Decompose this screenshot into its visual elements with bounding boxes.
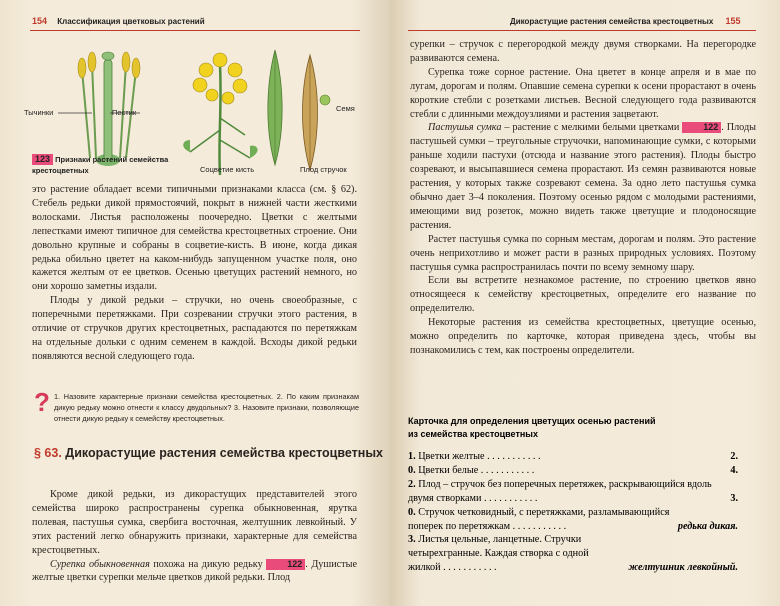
paragraph: Сурепка тоже сорное растение. Она цветет в конце апреля и в мае по лугам, дорогам и полям. Опавшие семена сурепки к осени прорастают в очень короткие стебли с розетками листьев. Весной следующего года развиваются стебли с длинными междоузлиями и растения зацветают. (410, 66, 756, 120)
figure-caption-text: Признаки растений семейства крестоцветных (32, 155, 169, 175)
label-seed: Семя (336, 104, 355, 113)
raceme-illustration (183, 53, 257, 175)
paragraph: сурепки – стручок с перегородкой между двумя створками. На перегородке развиваются семена. (410, 39, 756, 64)
paragraph-part: – растение с мелкими белыми цветками (501, 122, 683, 134)
right-page-number: 155 (725, 16, 741, 26)
key-row-text (408, 478, 724, 506)
left-body-text (32, 183, 357, 364)
key-row-number: 1. (408, 451, 419, 462)
key-row (408, 506, 738, 534)
key-row-reference: желтушник левкойный. (628, 562, 738, 574)
key-row (408, 533, 738, 575)
label-raceme: Соцветие кисть (200, 165, 255, 174)
left-body-text-2 (32, 488, 357, 585)
question-mark-icon: ? (34, 387, 50, 417)
key-row-reference: 4. (730, 464, 738, 476)
review-questions: 1. Назовите характерные признаки семейства крестоцветных. 2. По каким признакам дикую редьку можно отнести к классу двудольных? 3. Назовите признаки, позволяющие отнести дикую редьку к семейству крестоцветных. (54, 392, 359, 423)
paragraph-part: . Плоды пастушьей сумки – треугольные стручочки, напоминающие сумки, с которыми раньше ходили пастухи (отсюда и название этого растения). Плоды быстро созревают, и высыпавшиеся семена прорастают. Из семян развиваются новые растения, у которых также созревают семена. За одно лето пастушья сумка обычно дает 3–4 поколения. Поэтому осенью рядом с молодыми растениями, имеющими вид розеток, можно видеть также цветущие и плодоносящие растения. (410, 122, 756, 231)
key-row-text (408, 533, 622, 575)
key-row-description: Цветки белые . . . . . . . . . . . (418, 464, 535, 476)
section-heading (34, 446, 383, 461)
paragraph: Некоторые растения из семейства крестоцветных, цветущие осенью, можно определить по карточке, которая приведена здесь, чтобы вы познакомились с тем, как построены определители. (410, 317, 756, 356)
section-title: Дикорастущие растения семейства крестоцветных (65, 446, 383, 460)
label-pistil: Пестик (112, 108, 137, 117)
card-title-line: из семейства крестоцветных (408, 429, 538, 439)
figure-number: 123 (32, 154, 53, 165)
right-running-head (510, 16, 741, 26)
paragraph: Если вы встретите незнакомое растение, по строению цветков явно относящееся к семейству крестоцветных, определите его название по определителю. (410, 275, 756, 315)
figure-ref: 122 (682, 122, 721, 133)
key-row-description: Плод – стручок без поперечных перетяжек, раскрывающийся вдоль двумя створками . . . . . . . . . . . (408, 478, 712, 504)
paragraph-part: . Душистые желтые цветки сурепки мельче цветков дикой редьки. Плод (32, 558, 357, 584)
card-title-line: Карточка для определения цветущих осенью растений (408, 416, 656, 426)
paragraph-part: похожа на дикую редьку (149, 558, 267, 570)
label-stamens: Тычинки (24, 108, 54, 117)
key-row-number: 0. (408, 464, 419, 476)
key-row-number: 2. (408, 478, 419, 490)
card-title (408, 415, 656, 441)
key-row-description: Стручок четковидный, с перетяжками, разламывающийся поперек по перетяжкам . . . . . . . . . . . (408, 506, 670, 532)
header-rule (408, 30, 756, 31)
header-rule (30, 30, 360, 31)
figure-ref: 122 (266, 559, 305, 570)
key-row-reference: 3. (730, 492, 738, 504)
left-page-number: 154 (32, 16, 48, 26)
key-row-reference: редька дикая. (677, 520, 738, 532)
key-row (408, 450, 738, 464)
label-pod: Плод стручок (300, 165, 347, 174)
paragraph (32, 558, 357, 586)
paragraph (410, 121, 756, 232)
key-row-description: Листья цельные, ланцетные. Стручки четырехгранные. Каждая створка с одной жилкой . . . . . . . . . . . (408, 534, 589, 574)
paragraph: Плоды у дикой редьки – стручки, но очень своеобразные, с поперечными перетяжками. При созревании стручки этого растения, в отличие от стручков других крестоцветных, распадаются по перетяжкам на отдельные дольки с одним семенем в каждой. Всходы дикой редьки появляются весной следующего года. (32, 295, 357, 362)
identification-key (408, 450, 738, 575)
plant-name: Пастушья сумка (428, 122, 502, 134)
left-running-title: Классификация цветковых растений (57, 17, 205, 26)
section-number: § 63. (34, 446, 62, 460)
left-running-head (32, 16, 205, 26)
right-running-title: Дикорастущие растения семейства крестоцветных (510, 17, 714, 26)
plant-name: Сурепка обыкновенная (50, 558, 150, 570)
paragraph: это растение обладает всеми типичными признаками класса (см. § 62). Стебель редьки дикой прямостоячий, покрыт в нижней части жесткими волосками. Листья расположены поочередно. Цветки с желтыми лепестками имеют типичное для семейства крестоцветных строение. Они довольно крупные и собраны в соцветие-кисть. В июне, когда дикая редька обильно цветет на каком-нибудь запущенном участке поля, оно кажется желтым от ее цветков. Осенью цветущих растений немного, но они хорошо заметны издали. (32, 184, 357, 293)
key-row-description: Цветки желтые . . . . . . . . . . . (418, 451, 541, 462)
key-row-text (408, 464, 724, 478)
key-row-reference: 2. (730, 451, 738, 462)
paragraph: Кроме дикой редьки, из дикорастущих представителей этого семейства широко распространены сурепка обыкновенная, ярутка полевая, пастушья сумка, свербига восточная, желтушник левкойный. У этих растений легко обнаружить признаки, характерные для семейства крестоцветных. (32, 489, 357, 556)
figure-caption (32, 154, 182, 176)
pod-illustration (268, 50, 330, 170)
key-row-text (408, 450, 724, 464)
key-row-text (408, 506, 672, 534)
right-body-text (410, 38, 756, 358)
key-row-number: 3. (408, 534, 419, 546)
key-row-number: 0. (408, 506, 419, 518)
paragraph: Растет пастушья сумка по сорным местам, дорогам и полям. Это растение очень неприхотливо и может расти в разных природных условиях. Поэтому пастушья сумка распространилась почти по всему земному шару. (410, 233, 756, 273)
key-row (408, 464, 738, 478)
key-row (408, 478, 738, 506)
